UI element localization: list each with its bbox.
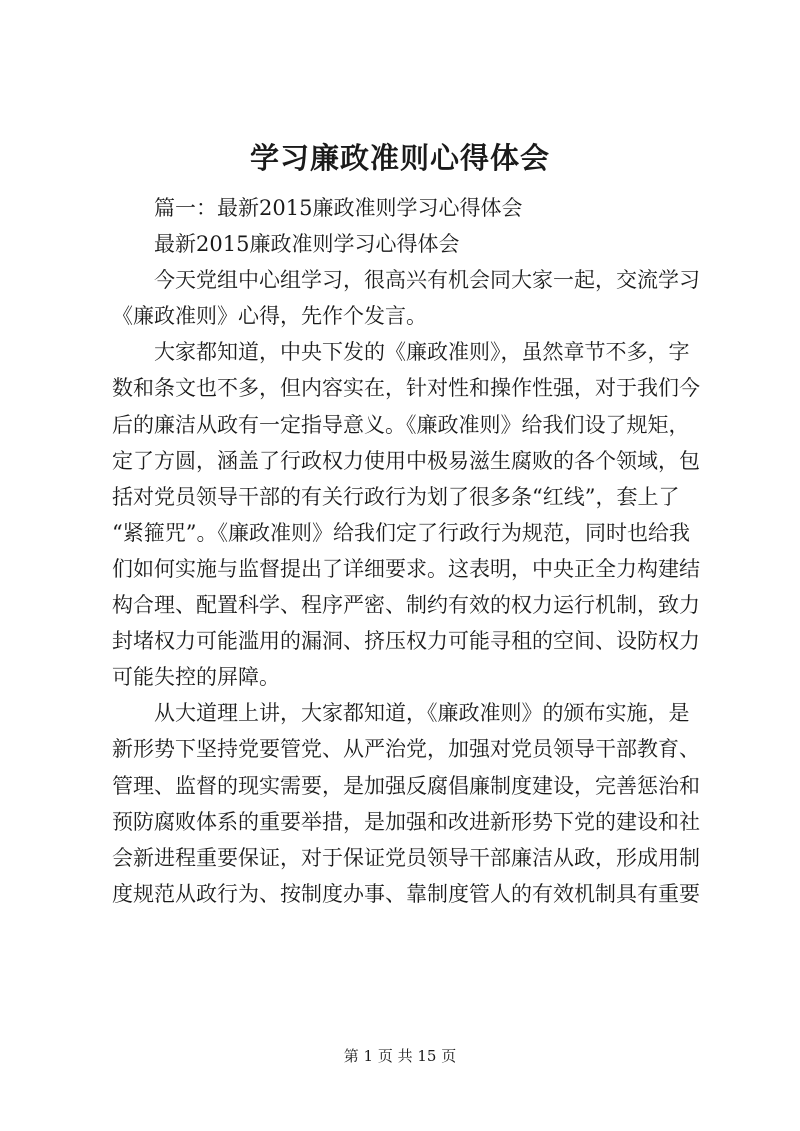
paragraph-line: “紧箍咒”。《廉政准则》给我们定了行政行为规范，同时也给我 [112, 520, 690, 545]
paragraph-line: 大家都知道，中央下发的《廉政准则》，虽然章节不多，字 [154, 340, 690, 365]
paragraph-line: 构合理、配置科学、程序严密、制约有效的权力运行机制，致力 [112, 593, 700, 618]
paragraph-line: 《廉政准则》心得，先作个发言。 [112, 304, 427, 329]
paragraph-line: 后的廉洁从政有一定指导意义。《廉政准则》给我们设了规矩， [112, 412, 690, 437]
paragraph-line: 括对党员领导干部的有关行政行为划了很多条“红线”，套上了 [112, 484, 680, 509]
paragraph-line: 数和条文也不多，但内容实在，针对性和操作性强，对于我们今 [112, 376, 700, 401]
paragraph-line: 管理、监督的现实需要，是加强反腐倡廉制度建设，完善惩治和 [112, 773, 700, 798]
paragraph-line: 定了方圆，涵盖了行政权力使用中极易滋生腐败的各个领域，包 [112, 448, 700, 473]
paragraph-line: 从大道理上讲，大家都知道，《廉政准则》的颁布实施，是 [154, 701, 690, 726]
paragraph-line: 新形势下坚持党要管党、从严治党，加强对党员领导干部教育、 [112, 737, 700, 762]
article-subtitle: 最新2015廉政准则学习心得体会 [154, 232, 460, 257]
paragraph-line: 会新进程重要保证，对于保证党员领导干部廉洁从政，形成用制 [112, 845, 700, 870]
paragraph-line: 预防腐败体系的重要举措，是加强和改进新形势下党的建设和社 [112, 809, 700, 834]
page-footer: 第 1 页 共 15 页 [343, 1047, 457, 1065]
paragraph-line: 可能失控的屏障。 [112, 665, 280, 690]
paragraph-line: 封堵权力可能滥用的漏洞、挤压权力可能寻租的空间、设防权力 [112, 629, 700, 654]
paragraph-line: 度规范从政行为、按制度办事、靠制度管人的有效机制具有重要 [112, 881, 700, 906]
paragraph-line: 们如何实施与监督提出了详细要求。这表明，中央正全力构建结 [112, 556, 700, 581]
paragraph-line: 今天党组中心组学习，很高兴有机会同大家一起，交流学习 [154, 268, 700, 293]
document-body [112, 190, 702, 912]
section-heading: 篇一：最新2015廉政准则学习心得体会 [154, 196, 523, 220]
document-title: 学习廉政准则心得体会 [249, 141, 550, 175]
